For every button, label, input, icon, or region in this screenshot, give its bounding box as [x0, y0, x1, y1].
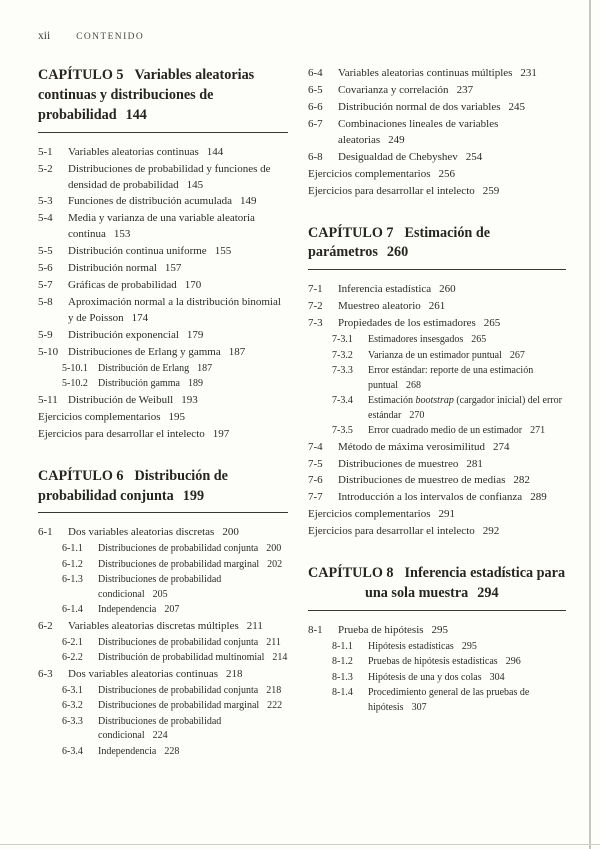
toc-entry: [38, 558, 288, 573]
entry-number: 5-6: [38, 262, 53, 275]
entry-number: 6-7: [308, 117, 323, 130]
entry-number: 8-1.2: [332, 656, 353, 668]
entry-text-part: Distribuciones de muestreo de medias: [338, 474, 506, 487]
entry-text-part: Ejercicios para desarrollar el intelecto: [38, 427, 205, 440]
entry-number: 5-10.1: [62, 362, 88, 374]
entry-text: [338, 490, 566, 506]
entry-number: 8-1.4: [332, 687, 353, 699]
toc-entry: [308, 524, 566, 540]
entry-page-number: 295: [431, 623, 449, 636]
entry-text-part: Distribución de Weibull: [68, 393, 174, 406]
entry-page-number: 307: [411, 701, 427, 713]
entry-text-part: Introducción a los intervalos de confianza: [338, 491, 523, 504]
entry-number: 6-2: [38, 619, 53, 632]
entry-number: 5-9: [38, 328, 53, 341]
chapter-rule: [308, 610, 566, 611]
entry-text: [338, 282, 566, 298]
entry-number: 8-1: [308, 623, 323, 636]
entry-text-part: Distribuciones de probabilidad marginal: [98, 700, 260, 712]
entry-text-part: Distribución normal: [68, 262, 157, 275]
entry-page-number: 179: [186, 328, 204, 341]
entry-page-number: 202: [267, 558, 283, 570]
entry-text: [98, 542, 288, 557]
entry-text: [338, 117, 566, 149]
entry-text-part: (cargador inicial) del error estándar: [368, 395, 562, 421]
toc-entry: [38, 667, 288, 683]
entry-number: 5-1: [38, 145, 53, 158]
entry-page-number: 174: [131, 312, 149, 324]
chapter-heading: [308, 224, 566, 264]
entry-number: 5-10.2: [62, 378, 88, 390]
entry-number: 5-11: [38, 393, 58, 406]
toc-entry: [38, 699, 288, 714]
chapter-rule: [308, 269, 566, 270]
entry-text: [338, 299, 566, 315]
toc-entry: [308, 424, 566, 439]
entry-text: [68, 295, 288, 327]
toc-entry: [308, 100, 566, 116]
entry-text: [68, 194, 288, 210]
entry-text: [338, 316, 566, 332]
toc-entry: [308, 490, 566, 506]
entry-text: [98, 651, 288, 666]
chapter-heading: [38, 467, 288, 507]
toc-entry: [308, 457, 566, 473]
entry-text: [338, 473, 566, 489]
entry-text: [308, 167, 566, 183]
toc-entry: [38, 603, 288, 618]
entry-page-number: 228: [164, 745, 180, 757]
entry-number: 6-3.2: [62, 700, 83, 712]
scan-edge-bottom: [0, 844, 600, 845]
entry-text-part: Pruebas de hipótesis estadísticas: [368, 656, 498, 668]
entry-text-part: Dos variables aleatorias continuas: [68, 667, 218, 680]
entry-text-part: Ejercicios complementarios: [308, 167, 431, 180]
chapter-rule: [38, 512, 288, 513]
chapter-label: CAPÍTULO 8: [308, 565, 394, 582]
entry-page-number: 259: [482, 184, 500, 197]
entry-number: 6-1.4: [62, 604, 83, 616]
entry-text: [368, 364, 566, 393]
chapter-rule: [38, 132, 288, 133]
entry-text-part: Distribuciones de probabilidad condicional: [98, 715, 222, 742]
entry-page-number: 218: [266, 684, 282, 696]
entry-page-number: 195: [168, 410, 185, 423]
entry-text: [68, 525, 288, 541]
entry-number: 5-5: [38, 245, 53, 258]
entry-text: [368, 394, 566, 423]
entry-text: [338, 100, 566, 116]
entry-number: 5-4: [38, 212, 53, 225]
entry-page-number: 222: [267, 700, 283, 712]
entry-text: [68, 328, 288, 344]
entry-text-part: Independencia: [98, 745, 157, 757]
entry-text: [68, 244, 288, 260]
chapter-page-number: 199: [182, 487, 205, 504]
entry-text-part: Estimadores insesgados: [368, 334, 464, 346]
entry-page-number: 155: [214, 245, 232, 258]
toc-entry: [308, 83, 566, 99]
toc-entry: [308, 282, 566, 298]
entry-page-number: 265: [471, 334, 487, 346]
entry-text: [338, 66, 566, 82]
toc-entry: [308, 507, 566, 523]
toc-columns: [38, 66, 580, 760]
entry-text-part: Distribución continua uniforme: [68, 245, 207, 258]
toc-entry: [308, 299, 566, 315]
entry-page-number: 271: [530, 425, 546, 437]
entry-number: 6-1.3: [62, 574, 83, 586]
entry-page-number: 296: [505, 656, 521, 668]
toc-entry: [308, 640, 566, 655]
chapter-heading: [308, 564, 566, 604]
entry-number: 6-1.2: [62, 558, 83, 570]
toc-entry: [38, 261, 288, 277]
entry-number: 7-1: [308, 283, 323, 296]
entry-text: [98, 558, 288, 573]
entry-page-number: 304: [489, 671, 505, 683]
entry-text: [68, 393, 288, 409]
entry-page-number: 268: [406, 379, 421, 391]
entry-page-number: 205: [152, 588, 168, 600]
entry-page-number: 149: [240, 195, 257, 208]
entry-page-number: 261: [428, 300, 446, 313]
scan-edge-right: [589, 0, 591, 849]
entry-text: [98, 377, 288, 392]
entry-number: 6-3.1: [62, 684, 83, 696]
entry-text: [368, 671, 566, 686]
entry-text: [98, 745, 288, 760]
entry-page-number: 157: [164, 262, 182, 275]
entry-text-part: Error cuadrado medio de un estimador: [368, 425, 523, 437]
entry-text: [338, 150, 566, 166]
entry-text: [368, 333, 566, 348]
toc-entry: [308, 394, 566, 423]
entry-number: 7-4: [308, 440, 323, 453]
entry-number: 6-4: [308, 67, 323, 79]
entry-number: 5-2: [38, 162, 53, 175]
entry-text-part: Distribución gamma: [98, 378, 180, 390]
running-header: [38, 30, 580, 42]
toc-entry: [308, 623, 566, 639]
entry-page-number: 260: [439, 283, 456, 296]
entry-page-number: 153: [113, 228, 131, 241]
entry-page-number: 292: [482, 525, 500, 538]
entry-number: 6-3.4: [62, 745, 83, 757]
entry-text-part: Estimación: [368, 395, 416, 407]
toc-entry: [38, 745, 288, 760]
toc-column-1: [38, 66, 288, 760]
entry-page-number: 289: [530, 491, 547, 504]
toc-entry: [308, 655, 566, 670]
entry-text: [338, 457, 566, 473]
entry-number: 7-3: [308, 317, 323, 330]
entry-text-part: Distribuciones de muestreo: [338, 457, 459, 470]
entry-text-part: Covarianza y correlación: [338, 83, 449, 96]
chapter-label: CAPÍTULO 7: [308, 224, 394, 241]
entry-text-part: Distribuciones de probabilidad condicional: [98, 574, 222, 600]
entry-text-part: Distribuciones de probabilidad conjunta: [98, 543, 259, 555]
entry-number: 5-10: [38, 345, 59, 358]
entry-page-number: 270: [409, 409, 425, 421]
toc-entry: [38, 295, 288, 327]
entry-text-part: Ejercicios complementarios: [308, 508, 431, 521]
entry-text-part: Ejercicios para desarrollar el intelecto: [308, 184, 475, 197]
entry-text-part: Variables aleatorias continuas: [68, 145, 199, 158]
entry-text: [368, 640, 566, 655]
entry-text-part: Aproximación normal a la distribución binomial y de Poisson: [68, 296, 281, 324]
entry-text: [368, 655, 566, 670]
toc-entry: [38, 393, 288, 409]
entry-text: [338, 623, 566, 639]
entry-text-part: Independencia: [98, 604, 157, 616]
entry-page-number: 291: [438, 508, 455, 521]
toc-entry: [308, 349, 566, 364]
entry-page-number: 187: [197, 362, 213, 374]
toc-entry: [38, 211, 288, 243]
entry-text-part: Funciones de distribución acumulada: [68, 195, 233, 208]
entry-number: 6-3: [38, 667, 53, 680]
entry-page-number: 231: [520, 67, 537, 79]
entry-text-part: Método de máxima verosimilitud: [338, 440, 485, 453]
toc-entry: [308, 333, 566, 348]
entry-page-number: 274: [492, 440, 510, 453]
toc-entry: [308, 66, 566, 82]
toc-entry: [38, 525, 288, 541]
entry-number: 6-8: [308, 150, 323, 163]
toc-entry: [38, 410, 288, 426]
entry-number: 7-3.1: [332, 334, 353, 346]
toc-entry: [308, 364, 566, 393]
toc-entry: [38, 715, 288, 744]
entry-page-number: 214: [272, 652, 288, 664]
folio-page-number: xii: [38, 30, 51, 42]
toc-entry: [38, 244, 288, 260]
entry-number: 7-7: [308, 491, 323, 504]
chapter-page-number: 294: [477, 585, 499, 602]
entry-number: 5-8: [38, 296, 53, 309]
entry-page-number: 193: [181, 393, 198, 406]
toc-entry: [38, 377, 288, 392]
chapter-title: Estimación de parámetros: [308, 224, 491, 261]
entry-text-part: Dos variables aleatorias discretas: [68, 526, 215, 539]
toc-entry: [308, 686, 566, 715]
toc-entry: [38, 619, 288, 635]
entry-text-part: Media y varianza de una variable aleatoria continua: [68, 212, 255, 241]
toc-entry: [308, 167, 566, 183]
toc-entry: [38, 427, 288, 443]
entry-page-number: 224: [152, 730, 168, 742]
toc-entry: [38, 278, 288, 294]
toc-entry: [38, 684, 288, 699]
entry-text: [68, 145, 288, 161]
entry-text-part: Variables aleatorias discretas múltiples: [68, 619, 239, 632]
toc-entry: [308, 316, 566, 332]
entry-text-part: Ejercicios para desarrollar el intelecto: [308, 525, 475, 538]
entry-text: [68, 211, 288, 243]
entry-number: 6-3.3: [62, 715, 83, 727]
entry-page-number: 267: [509, 349, 525, 361]
chapter-page-number: 144: [125, 106, 147, 123]
entry-page-number: 218: [225, 667, 243, 680]
entry-page-number: 145: [186, 178, 204, 191]
entry-text: [308, 184, 566, 200]
entry-page-number: 207: [164, 604, 180, 616]
toc-entry: [38, 345, 288, 361]
entry-page-number: 170: [184, 279, 202, 292]
entry-number: 7-3.4: [332, 395, 353, 407]
entry-text-part: Distribuciones de probabilidad y funciones de densidad de probabilidad: [68, 162, 271, 191]
entry-text-part: Distribución de Erlang: [98, 362, 190, 374]
entry-page-number: 249: [388, 133, 405, 146]
entry-text-part: Distribuciones de Erlang y gamma: [68, 345, 221, 358]
entry-text: [98, 715, 288, 744]
entry-text-part: Distribución de probabilidad multinomial: [98, 652, 265, 664]
toc-entry: [308, 671, 566, 686]
entry-text-part: Desigualdad de Chebyshev: [338, 150, 458, 163]
entry-text-part: Prueba de hipótesis: [338, 623, 424, 636]
entry-text-part: Procedimiento general de las pruebas de hipótesis: [368, 687, 530, 713]
entry-number: 6-5: [308, 83, 323, 96]
chapter-title: Distribución de probabilidad conjunta: [38, 467, 228, 504]
entry-text-part: Distribuciones de probabilidad conjunta: [98, 636, 259, 648]
entry-number: 7-3.5: [332, 425, 353, 437]
toc-entry: [38, 162, 288, 194]
entry-number: 6-1: [38, 526, 53, 539]
entry-number: 7-2: [308, 300, 323, 313]
entry-page-number: 197: [212, 427, 230, 440]
entry-page-number: 245: [508, 100, 526, 113]
chapter-page-number: 260: [386, 244, 409, 261]
toc-column-2: [308, 66, 566, 760]
entry-text-part: Distribución normal de dos variables: [338, 100, 501, 113]
entry-page-number: 256: [438, 167, 455, 180]
toc-entry: [308, 117, 566, 149]
entry-text: [68, 345, 288, 361]
entry-page-number: 200: [222, 526, 239, 539]
entry-text-part: Gráficas de probabilidad: [68, 279, 177, 292]
toc-entry: [308, 150, 566, 166]
entry-text: [98, 636, 288, 651]
toc-entry: [308, 184, 566, 200]
entry-text-part: Hipótesis de una y dos colas: [368, 671, 482, 683]
entry-text-part: Error estándar: reporte de una estimación puntual: [368, 365, 534, 391]
entry-text: [98, 603, 288, 618]
entry-page-number: 282: [513, 474, 530, 487]
entry-text: [38, 427, 288, 443]
toc-entry: [38, 542, 288, 557]
entry-page-number: 281: [466, 457, 483, 470]
toc-entry: [308, 440, 566, 456]
entry-text: [98, 573, 288, 602]
entry-text: [308, 507, 566, 523]
entry-text: [338, 83, 566, 99]
entry-text-part: Distribuciones de probabilidad conjunta: [98, 684, 259, 696]
entry-number: 8-1.1: [332, 640, 353, 652]
entry-page-number: 189: [187, 378, 203, 390]
toc-entry: [38, 651, 288, 666]
entry-number: 6-1.1: [62, 543, 83, 555]
chapter-label: CAPÍTULO 6: [38, 467, 124, 484]
entry-page-number: 200: [266, 543, 282, 555]
entry-number: 8-1.3: [332, 671, 353, 683]
toc-entry: [38, 636, 288, 651]
entry-text-part: Variables aleatorias continuas múltiples: [338, 67, 513, 79]
entry-text: [38, 410, 288, 426]
entry-text: [368, 686, 566, 715]
entry-text: [368, 349, 566, 364]
entry-page-number: 237: [456, 83, 474, 96]
entry-text-part: Propiedades de los estimadores: [338, 317, 476, 330]
entry-text-part: Muestreo aleatorio: [338, 300, 421, 313]
entry-page-number: 211: [266, 636, 281, 648]
entry-page-number: 254: [465, 150, 483, 163]
entry-text: [98, 362, 288, 377]
entry-text-italic: bootstrap: [415, 395, 454, 407]
entry-page-number: 211: [246, 619, 263, 632]
entry-number: 7-6: [308, 474, 323, 487]
entry-text-part: Distribución exponencial: [68, 328, 179, 341]
entry-number: 5-7: [38, 279, 53, 292]
chapter-title: Variables aleatorias continuas y distribuciones de probabilidad: [38, 67, 255, 123]
running-header-title: CONTENIDO: [76, 32, 145, 42]
entry-page-number: 265: [483, 317, 501, 330]
entry-text-part: Distribuciones de probabilidad marginal: [98, 558, 260, 570]
entry-text: [68, 261, 288, 277]
entry-text: [68, 278, 288, 294]
chapter-heading: [38, 66, 288, 126]
entry-number: 5-3: [38, 195, 53, 208]
toc-entry: [38, 573, 288, 602]
entry-text: [338, 440, 566, 456]
entry-text-part: Ejercicios complementarios: [38, 410, 161, 423]
entry-text: [68, 619, 288, 635]
entry-text: [98, 699, 288, 714]
entry-text: [98, 684, 288, 699]
entry-text-part: Hipótesis estadísticas: [368, 640, 454, 652]
entry-number: 7-5: [308, 457, 323, 470]
entry-number: 7-3.3: [332, 365, 353, 377]
entry-text: [308, 524, 566, 540]
toc-entry: [38, 362, 288, 377]
entry-text: [68, 667, 288, 683]
entry-text-part: Combinaciones lineales de variables aleatorias: [338, 117, 499, 146]
entry-page-number: 295: [461, 640, 477, 652]
entry-text: [368, 424, 566, 439]
entry-page-number: 144: [206, 145, 224, 158]
entry-number: 7-3.2: [332, 349, 353, 361]
entry-number: 6-6: [308, 100, 323, 113]
entry-page-number: 187: [228, 345, 246, 358]
toc-entry: [308, 473, 566, 489]
toc-entry: [38, 194, 288, 210]
entry-text-part: Varianza de un estimador puntual: [368, 349, 502, 361]
entry-number: 6-2.2: [62, 652, 83, 664]
chapter-label: CAPÍTULO 5: [38, 67, 124, 83]
chapter-title: Inferencia estadística para una sola muestra: [365, 565, 566, 602]
toc-entry: [38, 328, 288, 344]
entry-text: [68, 162, 288, 194]
entry-number: 6-2.1: [62, 636, 83, 648]
entry-text-part: Inferencia estadística: [338, 283, 432, 296]
toc-entry: [38, 145, 288, 161]
